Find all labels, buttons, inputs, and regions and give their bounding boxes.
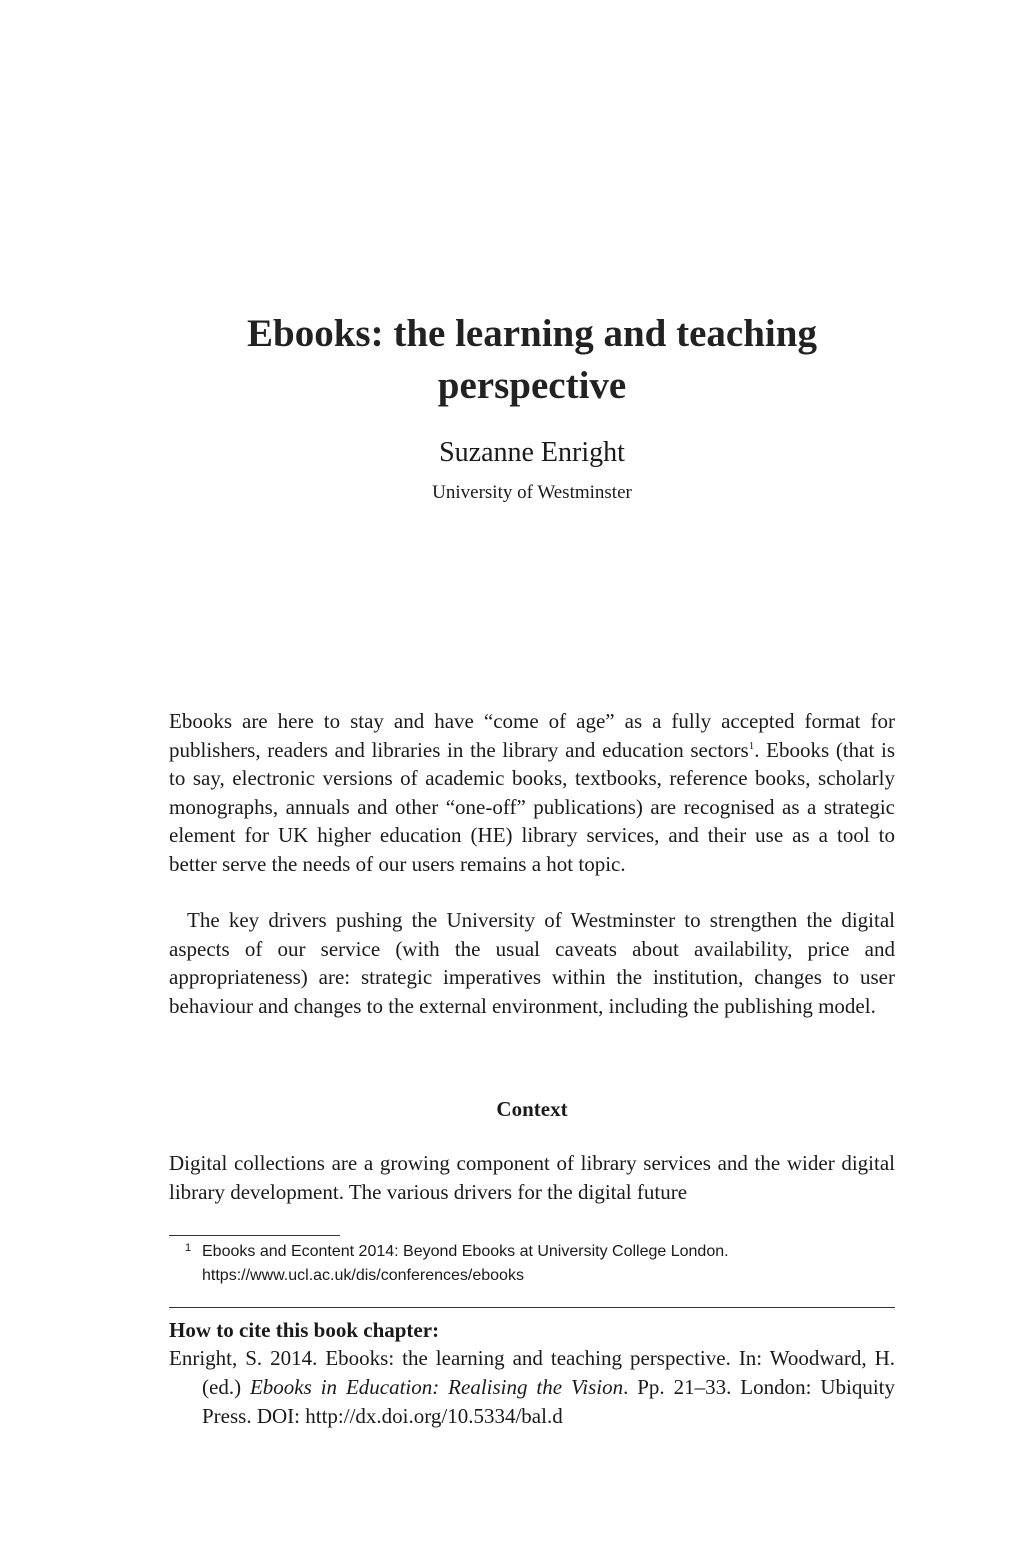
footnote-text: Ebooks and Econtent 2014: Beyond Ebooks at University College London. https://www.ucl.ac.uk/dis/conferences/ebooks xyxy=(202,1243,729,1284)
citation-divider xyxy=(169,1307,895,1308)
footnote xyxy=(185,1240,895,1288)
citation-heading: How to cite this book chapter: xyxy=(169,1318,440,1342)
body-paragraph-2: The key drivers pushing the University of Westminster to strengthen the digital aspects of our service (with the usual caveats about availability, price and appropriateness) are: strategic imperatives within the institution, changes to user behaviour and changes to the external environment, including the publishing model. xyxy=(169,908,895,1018)
body-paragraph-1 xyxy=(169,707,895,878)
footnote-divider xyxy=(169,1235,340,1236)
citation-book-title: Ebooks in Education: Realising the Vision xyxy=(249,1375,624,1399)
author-affiliation: University of Westminster xyxy=(432,482,632,503)
citation-part-2: . Pp. 21–33. London: Ubiquity Press. DOI: http://dx.doi.org/10.5334/bal.d xyxy=(202,1375,895,1428)
paragraph-text: Ebooks are here to stay and have “come of age” as a fully accepted format for publishers, readers and libraries in the library and education sectors xyxy=(169,709,895,762)
chapter-title: Ebooks: the learning and teaching perspective xyxy=(247,312,817,407)
body-paragraph-3: Digital collections are a growing component of library services and the wider digital library development. The various drivers for the digital future xyxy=(169,1151,895,1204)
author-name: Suzanne Enright xyxy=(439,437,625,468)
footnote-number: 1 xyxy=(185,1242,192,1254)
footnote-reference[interactable]: 1 xyxy=(748,739,755,752)
paragraph-text: . Ebooks (that is to say, electronic versions of academic books, textbooks, reference books, scholarly monographs, annuals and other “one-off” publications) are recognised as a strategic element for UK higher education (HE) library services, and their use as a tool to better serve the needs of our users remains a hot topic. xyxy=(169,737,895,876)
citation-text xyxy=(169,1344,895,1431)
section-heading-context: Context xyxy=(496,1097,568,1121)
citation-part-1: Enright, S. 2014. Ebooks: the learning and teaching perspective. In: Woodward, H. (ed.) xyxy=(169,1346,895,1399)
